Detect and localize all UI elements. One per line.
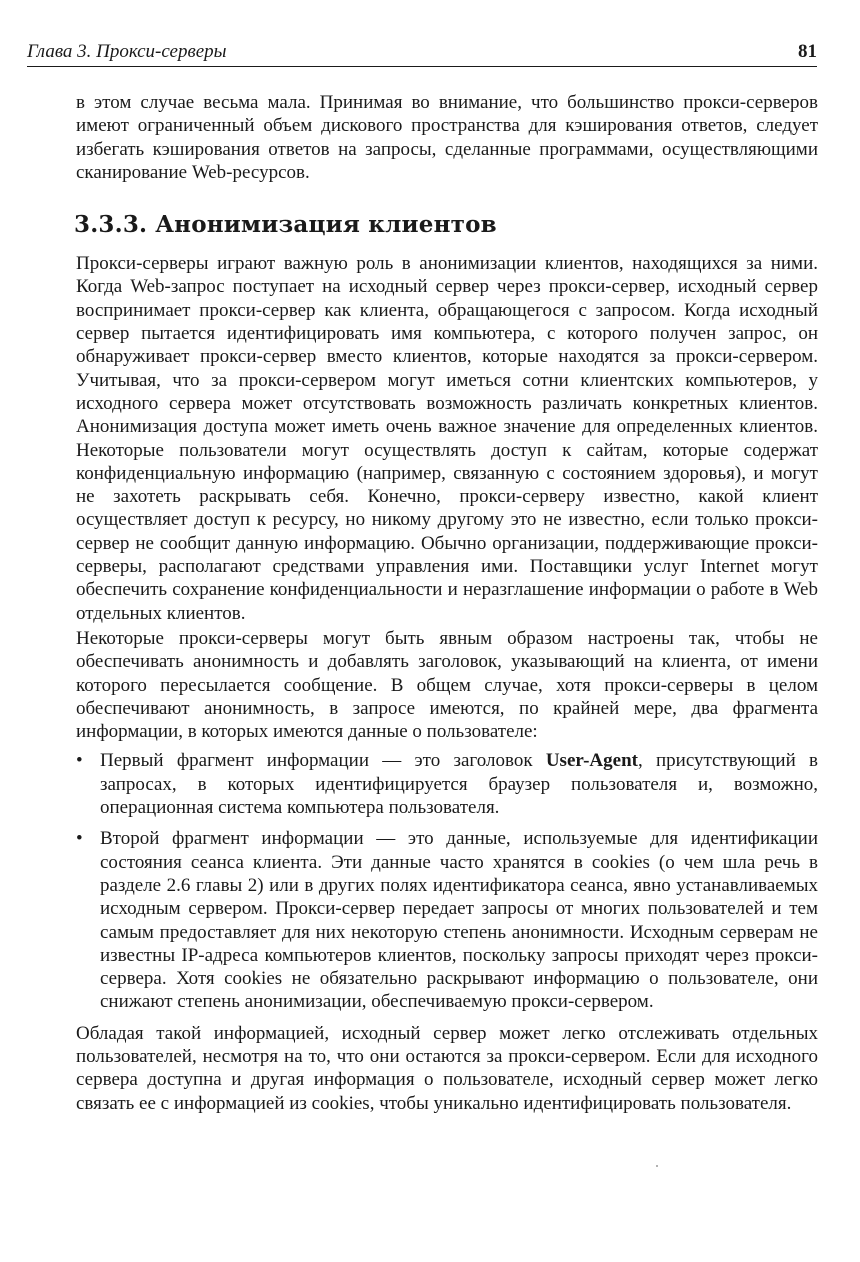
bullet-text-before: Второй фрагмент информации — это данные, используемые для идентификации состояния сеанса клиента. Эти данные часто хранятся в cookies (о чем шла речь в разделе 2.6 главы 2) или в других полях идентификатора сеанса, явно устанавливаемых исходным сервером. Прокси-сервер передает запросы от многих пользователей и тем самым предоставляет для них некоторую степень анонимности. Исходным серверам не известны IP-адреса компьютеров клиентов, поскольку запросы приходят через прокси-сервера. Хотя cookies не обязательно раскрывают информацию о пользователе, они снижают степень анонимизации, обеспечиваемую прокси-сервером.: [100, 828, 818, 1013]
section-title: Анонимизация клиентов: [155, 211, 497, 239]
chapter-title: Глава 3. Прокси-серверы: [27, 41, 227, 62]
list-item: [76, 827, 818, 1013]
section-heading: [74, 210, 818, 240]
paragraph: Прокси-серверы играют важную роль в анонимизации клиентов, находящихся за ними. Когда Web-запрос поступает на исходный сервер через прокси-сервер, исходный сервер воспринимает прокси-сервер как клиента, обращающегося с запросом. Когда исходный сервер пытается идентифицировать имя компьютера, с которого получен запрос, он обнаруживает прокси-сервер вместо клиентов, которые находятся за прокси-сервером. Учитывая, что за прокси-сервером могут иметься сотни клиентских компьютеров, у исходного сервера может отсутствовать возможность различать конкретных клиентов. Анонимизация доступа может иметь очень важное значение для определенных клиентов. Некоторые пользователи могут осуществлять доступ к сайтам, которые содержат конфиденциальную информацию (например, связанную с состоянием здоровья), и могут не захотеть раскрывать себя. Конечно, прокси-серверу известно, какой клиент осуществляет доступ к ресурсу, но никому другому это не известно, если только прокси-сервер не сообщит данную информацию. Обычно организации, поддерживающие прокси-серверы, располагают средствами управления ими. Поставщики услуг Internet могут обеспечить сохранение конфиденциальности и неразглашение информации о работе в Web отдельных клиентов.: [76, 253, 818, 624]
intro-paragraph: в этом случае весьма мала. Принимая во внимание, что большинство прокси-серверов имеют ограниченный объем дискового пространства для кэширования ответов, следует избегать кэширования ответов на запросы, сделанные программами, осуществляющими сканирование Web-ресурсов.: [76, 92, 818, 183]
page-number: 81: [798, 41, 817, 62]
bullet-list: [76, 749, 818, 1013]
paragraph: Некоторые прокси-серверы могут быть явным образом настроены так, чтобы не обеспечивать анонимность и добавлять заголовок, указывающий на клиента, от имени которого пересылается сообщение. В общем случае, хотя прокси-серверы в целом обеспечивают анонимность, в запросе имеются, по крайней мере, два фрагмента информации, в которых имеются данные о пользователе:: [76, 627, 818, 743]
bullet-text-after: , присутствующий в запросах, в которых идентифицируется браузер пользователя и, возможно, операционная система компьютера пользователя.: [100, 750, 819, 819]
bullet-icon: •: [76, 750, 83, 772]
running-head: [27, 40, 817, 67]
body-text: [76, 91, 818, 1115]
closing-paragraph: Обладая такой информацией, исходный сервер может легко отслеживать отдельных пользователей, несмотря на то, что они остаются за прокси-сервером. Если для исходного сервера доступна и другая информация о пользователе, исходный сервер может легко связать ее с информацией из cookies, чтобы уникально идентифицировать пользователя.: [76, 1022, 818, 1114]
bullet-icon: •: [76, 828, 83, 850]
bullet-text-before: Первый фрагмент информации — это заголовок: [100, 750, 546, 772]
bullet-text-bold: User-Agent: [545, 750, 638, 772]
list-item: [76, 749, 818, 819]
section-number: 3.3.3.: [74, 211, 148, 239]
scan-speck: [656, 1165, 658, 1167]
